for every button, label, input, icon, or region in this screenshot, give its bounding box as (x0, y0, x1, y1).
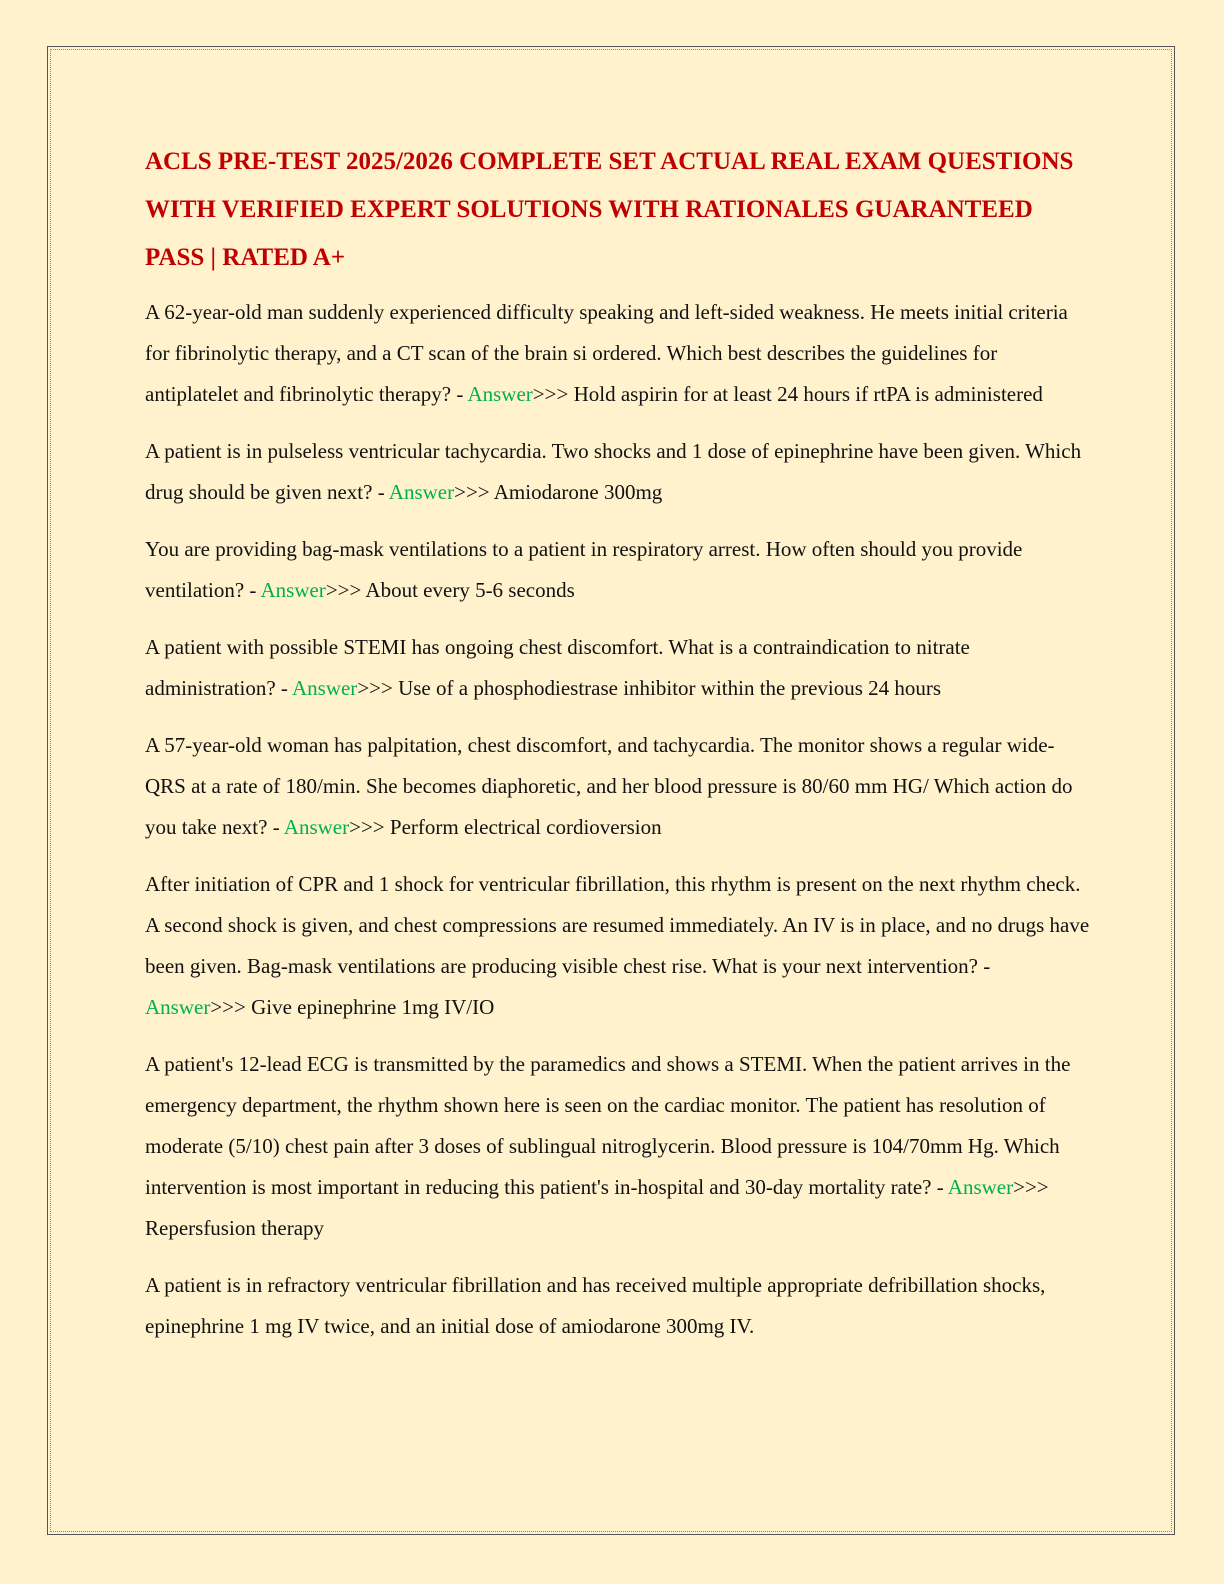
document-content (145, 138, 1095, 1363)
question-text: A 62-year-old man suddenly experienced difficulty speaking and left-sided weakness. He meets initial criteria for fibrinolytic therapy, and a CT scan of the brain si ordered. Which best describes the guidelines for antiplatelet and fibrinolytic therapy? - (145, 300, 1068, 406)
answer-label: Answer (467, 382, 533, 406)
question-text: A 57-year-old woman has palpitation, chest discomfort, and tachycardia. The monitor shows a regular wide-QRS at a rate of 180/min. She becomes diaphoretic, and her blood pressure is 80/60 mm HG/ Which action do you take next? - (145, 733, 1073, 839)
answer-label: Answer (388, 480, 455, 504)
answer-label: Answer (947, 1175, 1014, 1199)
qa-item (145, 1265, 1095, 1347)
question-text: A patient's 12-lead ECG is transmitted by the paramedics and shows a STEMI. When the patient arrives in the emergency department, the rhythm shown here is seen on the cardiac monitor. The patient has resolution of moderate (5/10) chest pain after 3 doses of sublingual nitroglycerin. Blood pressure is 104/70mm Hg. Which intervention is most important in reducing this patient's in-hospital and 30-day mortality rate? - (145, 1052, 1071, 1199)
qa-item (145, 529, 1095, 611)
answer-label: Answer (283, 815, 350, 839)
question-text: You are providing bag-mask ventilations to a patient in respiratory arrest. How often should you provide ventilation? - (145, 537, 1023, 602)
document-title: ACLS PRE-TEST 2025/2026 COMPLETE SET ACTUAL REAL EXAM QUESTIONS WITH VERIFIED EXPERT SOLUTIONS WITH RATIONALES GUARANTEED PASS | RATED A+ (145, 148, 1074, 271)
answer-text: >>> About every 5-6 seconds (325, 578, 575, 602)
question-text: After initiation of CPR and 1 shock for ventricular fibrillation, this rhythm is present on the next rhythm check. A second shock is given, and chest compressions are resumed immediately. An IV is in place, and no drugs have been given. Bag-mask ventilations are producing visible chest rise. What is your next intervention? - (145, 872, 1090, 978)
answer-text: >>> Perform electrical cordioversion (349, 815, 662, 839)
qa-item (145, 627, 1095, 709)
question-text: A patient is in pulseless ventricular tachycardia. Two shocks and 1 dose of epinephrine have been given. Which drug should be given next? - (145, 439, 1082, 504)
answer-text: >>> Use of a phosphodiestrase inhibitor within the previous 24 hours (357, 676, 942, 700)
answer-label: Answer (260, 578, 326, 602)
answer-label: Answer (291, 676, 358, 700)
question-text: A patient is in refractory ventricular fibrillation and has received multiple appropriate defribillation shocks, epinephrine 1 mg IV twice, and an initial dose of amiodarone 300mg IV. (145, 1273, 1046, 1338)
answer-text: >>> Hold aspirin for at least 24 hours if rtPA is administered (532, 382, 1043, 406)
answer-label: Answer (145, 995, 211, 1019)
answer-text: >>> Give epinephrine 1mg IV/IO (210, 995, 495, 1019)
qa-item (145, 864, 1095, 1028)
qa-item (145, 431, 1095, 513)
qa-item (145, 725, 1095, 848)
qa-item (145, 292, 1095, 415)
answer-text: >>> Amiodarone 300mg (454, 480, 663, 504)
qa-item (145, 1044, 1095, 1249)
answer-text: >>> Repersfusion therapy (145, 1175, 1049, 1240)
question-text: A patient with possible STEMI has ongoing chest discomfort. What is a contraindication to nitrate administration? - (145, 635, 970, 700)
